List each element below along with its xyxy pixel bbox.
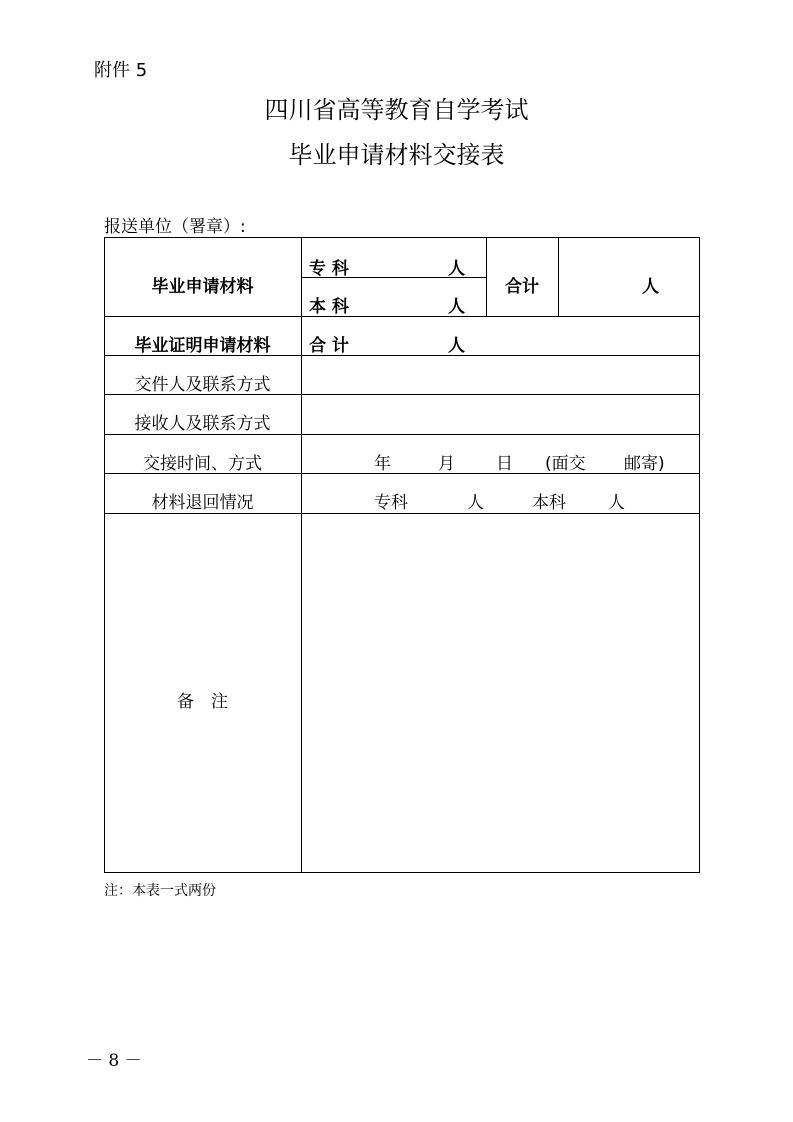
day-label: 日 xyxy=(496,454,513,474)
returned-zhuanke-unit: 人 xyxy=(467,493,484,513)
returned-benke-label: 本科 xyxy=(532,493,566,513)
year-label: 年 xyxy=(374,454,391,474)
returned-zhuanke-label: 专科 xyxy=(374,493,408,513)
cert-total-unit: 人 xyxy=(448,336,465,356)
table-col-line xyxy=(558,237,559,317)
table-row-line xyxy=(104,513,700,514)
total-unit: 人 xyxy=(642,277,659,297)
zhuanke-unit: 人 xyxy=(448,259,465,279)
table-border-bottom xyxy=(104,872,700,873)
document-subtitle: 毕业申请材料交接表 xyxy=(288,141,505,169)
submitting-unit-label: 报送单位（署章）: xyxy=(104,217,246,237)
remarks-label: 备 注 xyxy=(177,692,228,712)
month-label: 月 xyxy=(438,454,455,474)
footnote: 注：本表一式两份 xyxy=(104,883,216,899)
returned-label: 材料退回情况 xyxy=(151,493,254,513)
face-to-face-label: (面交 xyxy=(545,454,586,474)
zhuanke-label: 专 科 xyxy=(309,259,349,279)
benke-unit: 人 xyxy=(448,297,465,317)
document-title: 四川省高等教育自学考试 xyxy=(264,96,529,124)
grad-materials-label: 毕业申请材料 xyxy=(151,277,254,297)
receiver-label: 接收人及联系方式 xyxy=(134,414,271,434)
page-number: － 8 － xyxy=(86,1051,142,1071)
cert-materials-label: 毕业证明申请材料 xyxy=(134,336,271,356)
cert-total-label: 合 计 xyxy=(309,336,349,356)
attachment-label: 附件 5 xyxy=(94,60,148,81)
table-col-line xyxy=(301,237,302,873)
table-row-line xyxy=(104,316,700,317)
handover-time-label: 交接时间、方式 xyxy=(143,454,262,474)
total-label: 合计 xyxy=(505,277,539,297)
benke-label: 本 科 xyxy=(309,297,349,317)
table-border-right xyxy=(699,237,700,873)
returned-benke-unit: 人 xyxy=(608,493,625,513)
sender-label: 交件人及联系方式 xyxy=(134,375,271,395)
by-mail-label: 邮寄) xyxy=(624,454,665,474)
table-border-top xyxy=(104,237,700,238)
table-row-line xyxy=(104,434,700,435)
